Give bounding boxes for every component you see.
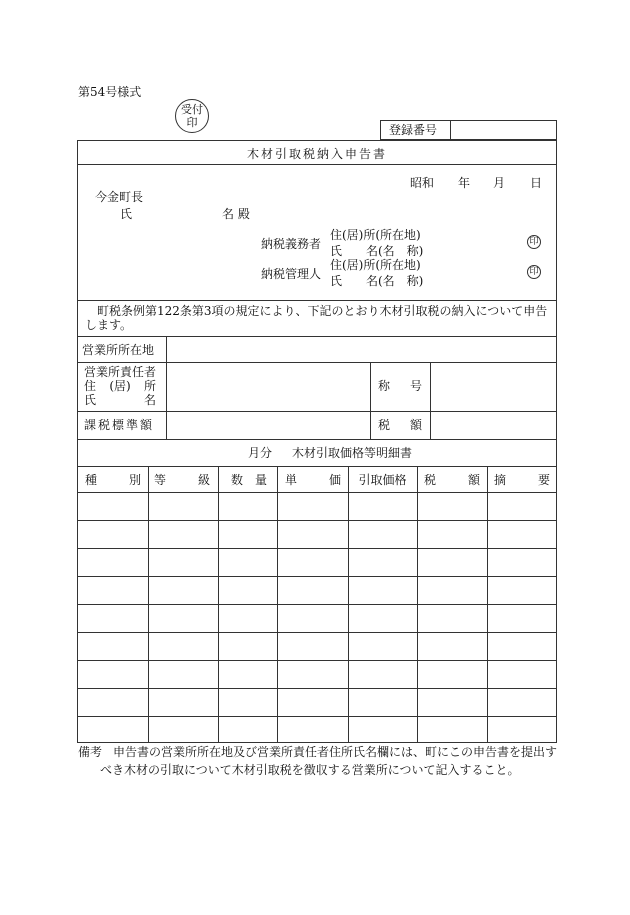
- addressee-name-prefix: 氏: [120, 207, 133, 221]
- addressee-office: 今金町長: [95, 190, 144, 204]
- detail-title-month: 月分: [248, 446, 273, 460]
- office-location-label: 営業所所在地: [82, 343, 155, 357]
- office-manager-label-line2: 住 (居) 所: [84, 379, 156, 393]
- col-header-quantity: 数 量: [231, 473, 267, 487]
- form-title: 木材引取税納入申告書: [246, 147, 387, 161]
- table-row: [77, 660, 557, 661]
- col-header-grade: 等 級: [154, 473, 210, 487]
- tax-manager-label: 納税管理人: [261, 267, 322, 281]
- addressee-name-suffix: 名 殿: [222, 207, 250, 221]
- col-header-unit-price: 単 価: [285, 473, 341, 487]
- trade-name-label: 称 号: [378, 379, 422, 393]
- table-row: [77, 576, 557, 577]
- tax-base-label: 課税標準額: [84, 418, 155, 432]
- table-row: [77, 520, 557, 521]
- table-row: [77, 604, 557, 605]
- col-header-tax-amount: 税 額: [424, 473, 480, 487]
- declaration-text: 町税条例第122条第3項の規定により、下記のとおり木材引取税の納入について申告します。: [85, 304, 548, 332]
- col-header-purchase-price: 引取価格: [358, 473, 407, 487]
- office-manager-label-line1: 営業所責任者: [84, 365, 157, 379]
- reception-stamp-circle: [175, 99, 209, 133]
- tax-manager-name-label: 氏 名(名 称): [330, 274, 424, 288]
- table-row: [77, 548, 557, 549]
- taxpayer-label: 納税義務者: [261, 237, 322, 251]
- table-row: [77, 632, 557, 633]
- date-era: 昭和: [410, 176, 435, 190]
- form-frame: [77, 140, 557, 743]
- col-header-remarks: 摘 要: [494, 473, 550, 487]
- tax-manager-seal-mark: 印: [527, 265, 541, 279]
- reception-stamp-line1: 受付: [181, 103, 203, 116]
- tax-manager-address-label: 住(居)所(所在地): [330, 258, 421, 272]
- reception-stamp-line2: 印: [186, 116, 198, 129]
- table-row: [77, 688, 557, 689]
- date-year: 年: [458, 176, 471, 190]
- detail-title: 木材引取価格等明細書: [292, 446, 413, 460]
- form-number: 第54号様式: [78, 85, 142, 99]
- remarks-line2: べき木材の引取について木材引取税を徴収する営業所について記入すること。: [100, 763, 520, 777]
- date-day: 日: [530, 176, 543, 190]
- remarks-line1: 申告書の営業所所在地及び営業所責任者住所氏名欄には、町にこの申告書を提出す: [113, 745, 558, 759]
- registration-label: 登録番号: [389, 123, 438, 137]
- office-manager-label-line3: 氏 名: [84, 393, 156, 407]
- taxpayer-seal-mark: 印: [527, 235, 541, 249]
- table-row: [77, 716, 557, 717]
- taxpayer-address-label: 住(居)所(所在地): [330, 228, 421, 242]
- remarks-label: 備考: [78, 745, 103, 759]
- tax-amount-label: 税 額: [378, 418, 422, 432]
- col-header-type: 種 別: [85, 473, 141, 487]
- taxpayer-name-label: 氏 名(名 称): [330, 244, 424, 258]
- date-month: 月: [493, 176, 506, 190]
